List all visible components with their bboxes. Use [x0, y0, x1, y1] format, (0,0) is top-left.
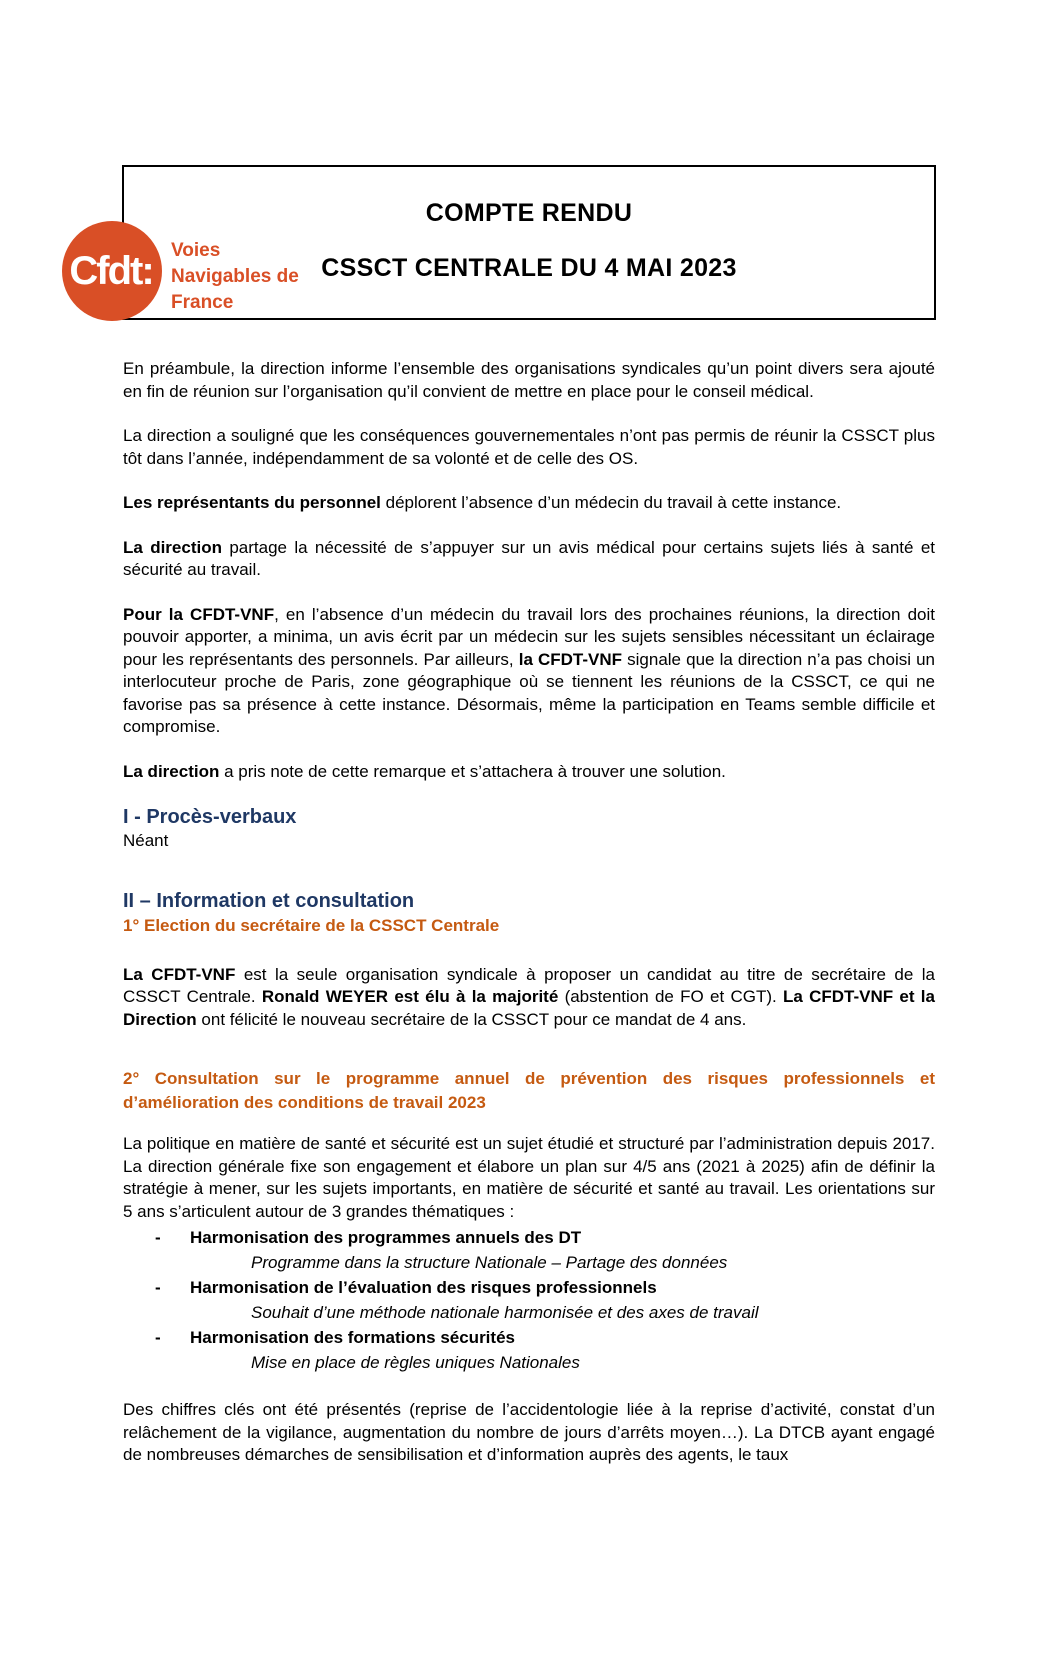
text-run: La CFDT-VNF [123, 964, 236, 984]
heading-election-secretaire: 1° Election du secrétaire de la CSSCT Centrale [123, 915, 500, 935]
document-body [123, 358, 935, 1467]
text-run: signale que la direction n’a pas choisi un interlocuteur proche de Paris, zone géographique où se tiennent les réunions de la CSSCT, ce qui ne favorise pas sa présence à cette instance. Désormais, même la participation en Teams semble difficile et compromise. [123, 649, 935, 736]
logo-org-line: Navigables de [171, 266, 299, 287]
list-item-detail: Mise en place de règles uniques Nationales [251, 1353, 580, 1372]
text-run: Ronald WEYER est élu à la majorité [261, 987, 559, 1006]
list-item [123, 1225, 935, 1275]
heading-information-consultation: II – Information et consultation [123, 889, 415, 912]
dash-bullet: - [155, 1278, 161, 1297]
paragraph-direction-souligne [123, 425, 935, 470]
paragraph-preambule [123, 358, 935, 403]
text-run: est la seule organisation syndicale à proposer un candidat au titre de secrétaire de la CSSCT Centrale. [123, 964, 936, 1006]
list-item-detail: Souhait d’une méthode nationale harmonisée et des axes de travail [251, 1303, 759, 1322]
paragraph-representants-personnel [123, 492, 935, 515]
text-run: la CFDT-VNF [518, 649, 623, 669]
list-item-title-line [123, 1325, 935, 1350]
text-run: Les représentants du personnel [123, 493, 381, 512]
document-page [0, 165, 1058, 1467]
logo-org-name [171, 221, 299, 316]
text-run: La direction [123, 761, 220, 781]
paragraph-politique-sante: La politique en matière de santé et sécurité est un sujet étudié et structuré par l’administration depuis 2017. La direction générale fixe son engagement et élabore un plan sur 4/5 ans (2021 à 2025) afin de définir la stratégie à mener, sur les sujets importants, en matière de sécurité et santé au travail. Les orientations sur 5 ans s’articulent autour de 3 grandes thématiques : [123, 1134, 935, 1221]
list-item-title: Harmonisation de l’évaluation des risques professionnels [190, 1278, 657, 1297]
paragraph-pour-cfdt-vnf [123, 604, 935, 739]
list-item-title-line [123, 1225, 935, 1250]
dash-bullet: - [155, 1228, 161, 1247]
list-item [123, 1325, 935, 1375]
text-run: En préambule, la direction informe l’ensemble des organisations syndicales qu’un point divers sera ajouté en fin de réunion sur l’organisation qu’il convient de mettre en place pour le conseil médical. [123, 359, 935, 401]
paragraph-direction-note [123, 761, 935, 784]
text-run: Pour la CFDT-VNF [123, 604, 275, 624]
thematiques-list [123, 1225, 935, 1375]
text-run: ont félicité le nouveau secrétaire de la CSSCT pour ce mandat de 4 ans. [196, 1009, 747, 1029]
dash-bullet: - [155, 1328, 161, 1347]
text-run: (abstention de FO et CGT). [558, 987, 783, 1006]
text-run: partage la nécessité de s’appuyer sur un avis médical pour certains sujets liés à santé et sécurité au travail. [123, 537, 935, 579]
paragraph-election-cfdt [123, 964, 935, 1032]
cfdt-logo-circle [62, 221, 162, 321]
list-item-title: Harmonisation des programmes annuels des DT [190, 1228, 582, 1247]
text-run: La direction a souligné que les conséquences gouvernementales n’ont pas permis de réunir la CSSCT plus tôt dans l’année, indépendamment de sa volonté et de celle des OS. [123, 426, 935, 468]
text-run: La direction [123, 537, 222, 557]
cfdt-logo-text: Cfdt: [69, 248, 153, 293]
heading-proces-verbaux: I - Procès-verbaux [123, 806, 297, 828]
logo-org-line: Voies [171, 240, 221, 261]
list-item-detail: Programme dans la structure Nationale – Partage des données [251, 1253, 728, 1272]
text-run: La CFDT-VNF et la Direction [123, 987, 935, 1029]
logo-org-line: France [171, 292, 234, 313]
list-item-title-line [123, 1275, 935, 1300]
text-run: , en l’absence d’un médecin du travail lors des prochaines réunions, la direction doit pouvoir apporter, a minima, un avis écrit par un médecin sur les sujets sensibles nécessitant un éclairage pour les représentants des personnels. Par ailleurs, [123, 604, 935, 669]
paragraph-chiffres-cles: Des chiffres clés ont été présentés (reprise de l’accidentologie liée à la reprise d’activité, constat d’un relâchement de la vigilance, augmentation du nombre de jours d’arrêts moyen…). La DTCB ayant engagé de nombreuses démarches de sensibilisation et d’information auprès des agents, le taux [123, 1400, 935, 1464]
paragraph-neant: Néant [123, 831, 169, 850]
paragraph-direction-partage [123, 537, 935, 582]
text-run: a pris note de cette remarque et s’attachera à trouver une solution. [219, 761, 726, 781]
heading-consultation-programme: 2° Consultation sur le programme annuel de prévention des risques professionnels et d’amélioration des conditions de travail 2023 [123, 1069, 935, 1112]
cfdt-logo [62, 221, 299, 321]
text-run: déplorent l’absence d’un médecin du travail à cette instance. [380, 493, 842, 512]
document-title: COMPTE RENDU [425, 199, 633, 227]
list-item-title: Harmonisation des formations sécurités [190, 1328, 515, 1347]
document-subtitle: CSSCT CENTRALE DU 4 MAI 2023 [321, 254, 737, 282]
list-item [123, 1275, 935, 1325]
